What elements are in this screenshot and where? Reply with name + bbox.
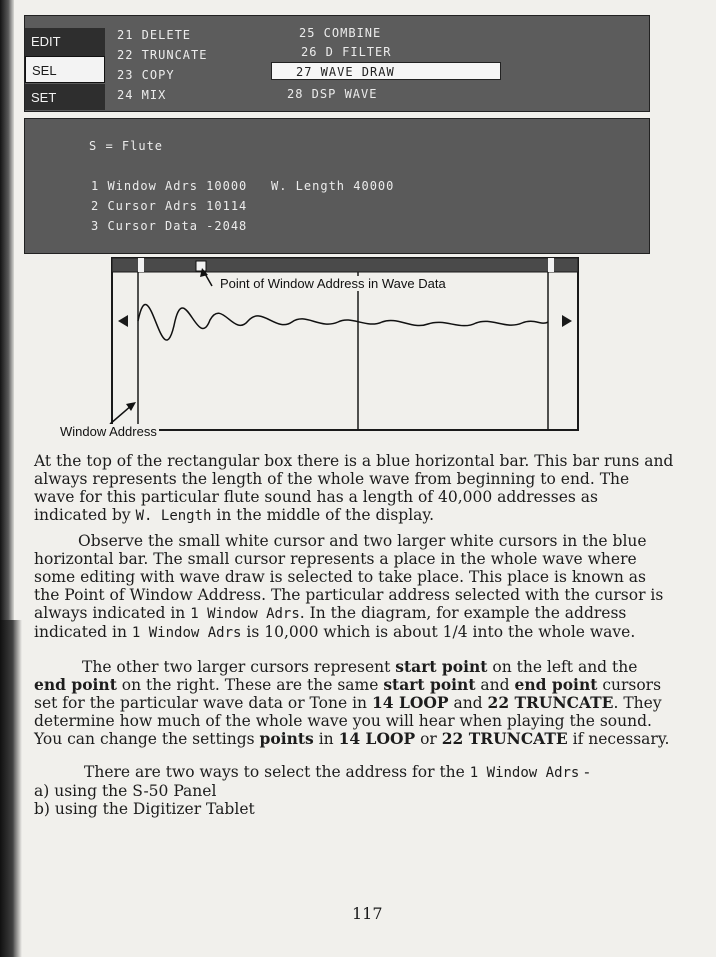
window-address-pointer	[110, 405, 132, 424]
menu-item-combine[interactable]: 25 COMBINE	[299, 26, 382, 40]
wave-length-readout: W. Length 40000	[271, 179, 395, 193]
left-arrow-marker	[118, 315, 128, 327]
mode-sel[interactable]: SEL	[25, 56, 105, 83]
list-item-b: b) using the Digitizer Tablet	[34, 800, 255, 818]
book-binding-shadow-lower	[0, 620, 22, 957]
right-arrow-marker	[562, 315, 572, 327]
paragraph-4: There are two ways to select the address for the 1 Window Adrs -	[84, 763, 590, 781]
paragraph-3: The other two larger cursors represent start point on the left and the end point on the right. These are the same start point and end point cursors set for the particular wave data or Tone in 14 LOOP and 22 TRUNCATE. They determine how much of the whole wave you will hear when playing the sound. You can change the settings points in 14 LOOP or 22 TRUNCATE if necessary.	[34, 657, 670, 748]
list-item-a: a) using the S-50 Panel	[34, 782, 217, 800]
window-address-cursor[interactable]	[196, 261, 206, 271]
sound-name: S = Flute	[89, 139, 164, 153]
start-point-cursor[interactable]	[138, 258, 144, 272]
menu-item-wave-draw[interactable]: 27 WAVE DRAW	[271, 62, 501, 80]
waveform	[138, 304, 548, 340]
mode-edit[interactable]: EDIT	[25, 28, 105, 56]
wave-diagram	[0, 0, 716, 450]
point-of-window-label: Point of Window Address in Wave Data	[220, 276, 446, 291]
wave-length-bar	[112, 258, 578, 272]
cursor-address-readout: 2 Cursor Adrs 10114	[91, 199, 248, 213]
menu-item-dsp-wave[interactable]: 28 DSP WAVE	[287, 87, 378, 101]
window-address-readout: 1 Window Adrs 10000	[91, 179, 248, 193]
window-address-label: Window Address	[60, 424, 157, 439]
paragraph-1: At the top of the rectangular box there is a blue horizontal bar. This bar runs and always represents the length of the whole wave from beginning to end. The wave for this particular flute sound has a length of 40,000 addresses as indicated by W. Length in the middle of the display.	[34, 452, 674, 524]
paragraph-2: Observe the small white cursor and two larger white cursors in the blue horizontal bar. The small cursor represents a place in the whole wave where some editing with wave draw is selected to take place. This place is known as the Point of Window Address. The particular address selected with the cursor is always indicated in 1 Window Adrs. In the diagram, for example the address indicated in 1 Window Adrs is 10,000 which is about 1/4 into the whole wave.	[34, 532, 664, 641]
mode-set[interactable]: SET	[25, 84, 105, 110]
menu-item-d-filter[interactable]: 26 D FILTER	[301, 45, 392, 59]
page-number: 117	[352, 904, 383, 923]
menu-item-copy[interactable]: 23 COPY	[117, 68, 175, 82]
menu-item-mix[interactable]: 24 MIX	[117, 88, 167, 102]
menu-item-truncate[interactable]: 22 TRUNCATE	[117, 48, 208, 62]
cursor-data-readout: 3 Cursor Data -2048	[91, 219, 248, 233]
end-point-cursor[interactable]	[548, 258, 554, 272]
menu-item-delete[interactable]: 21 DELETE	[117, 28, 192, 42]
